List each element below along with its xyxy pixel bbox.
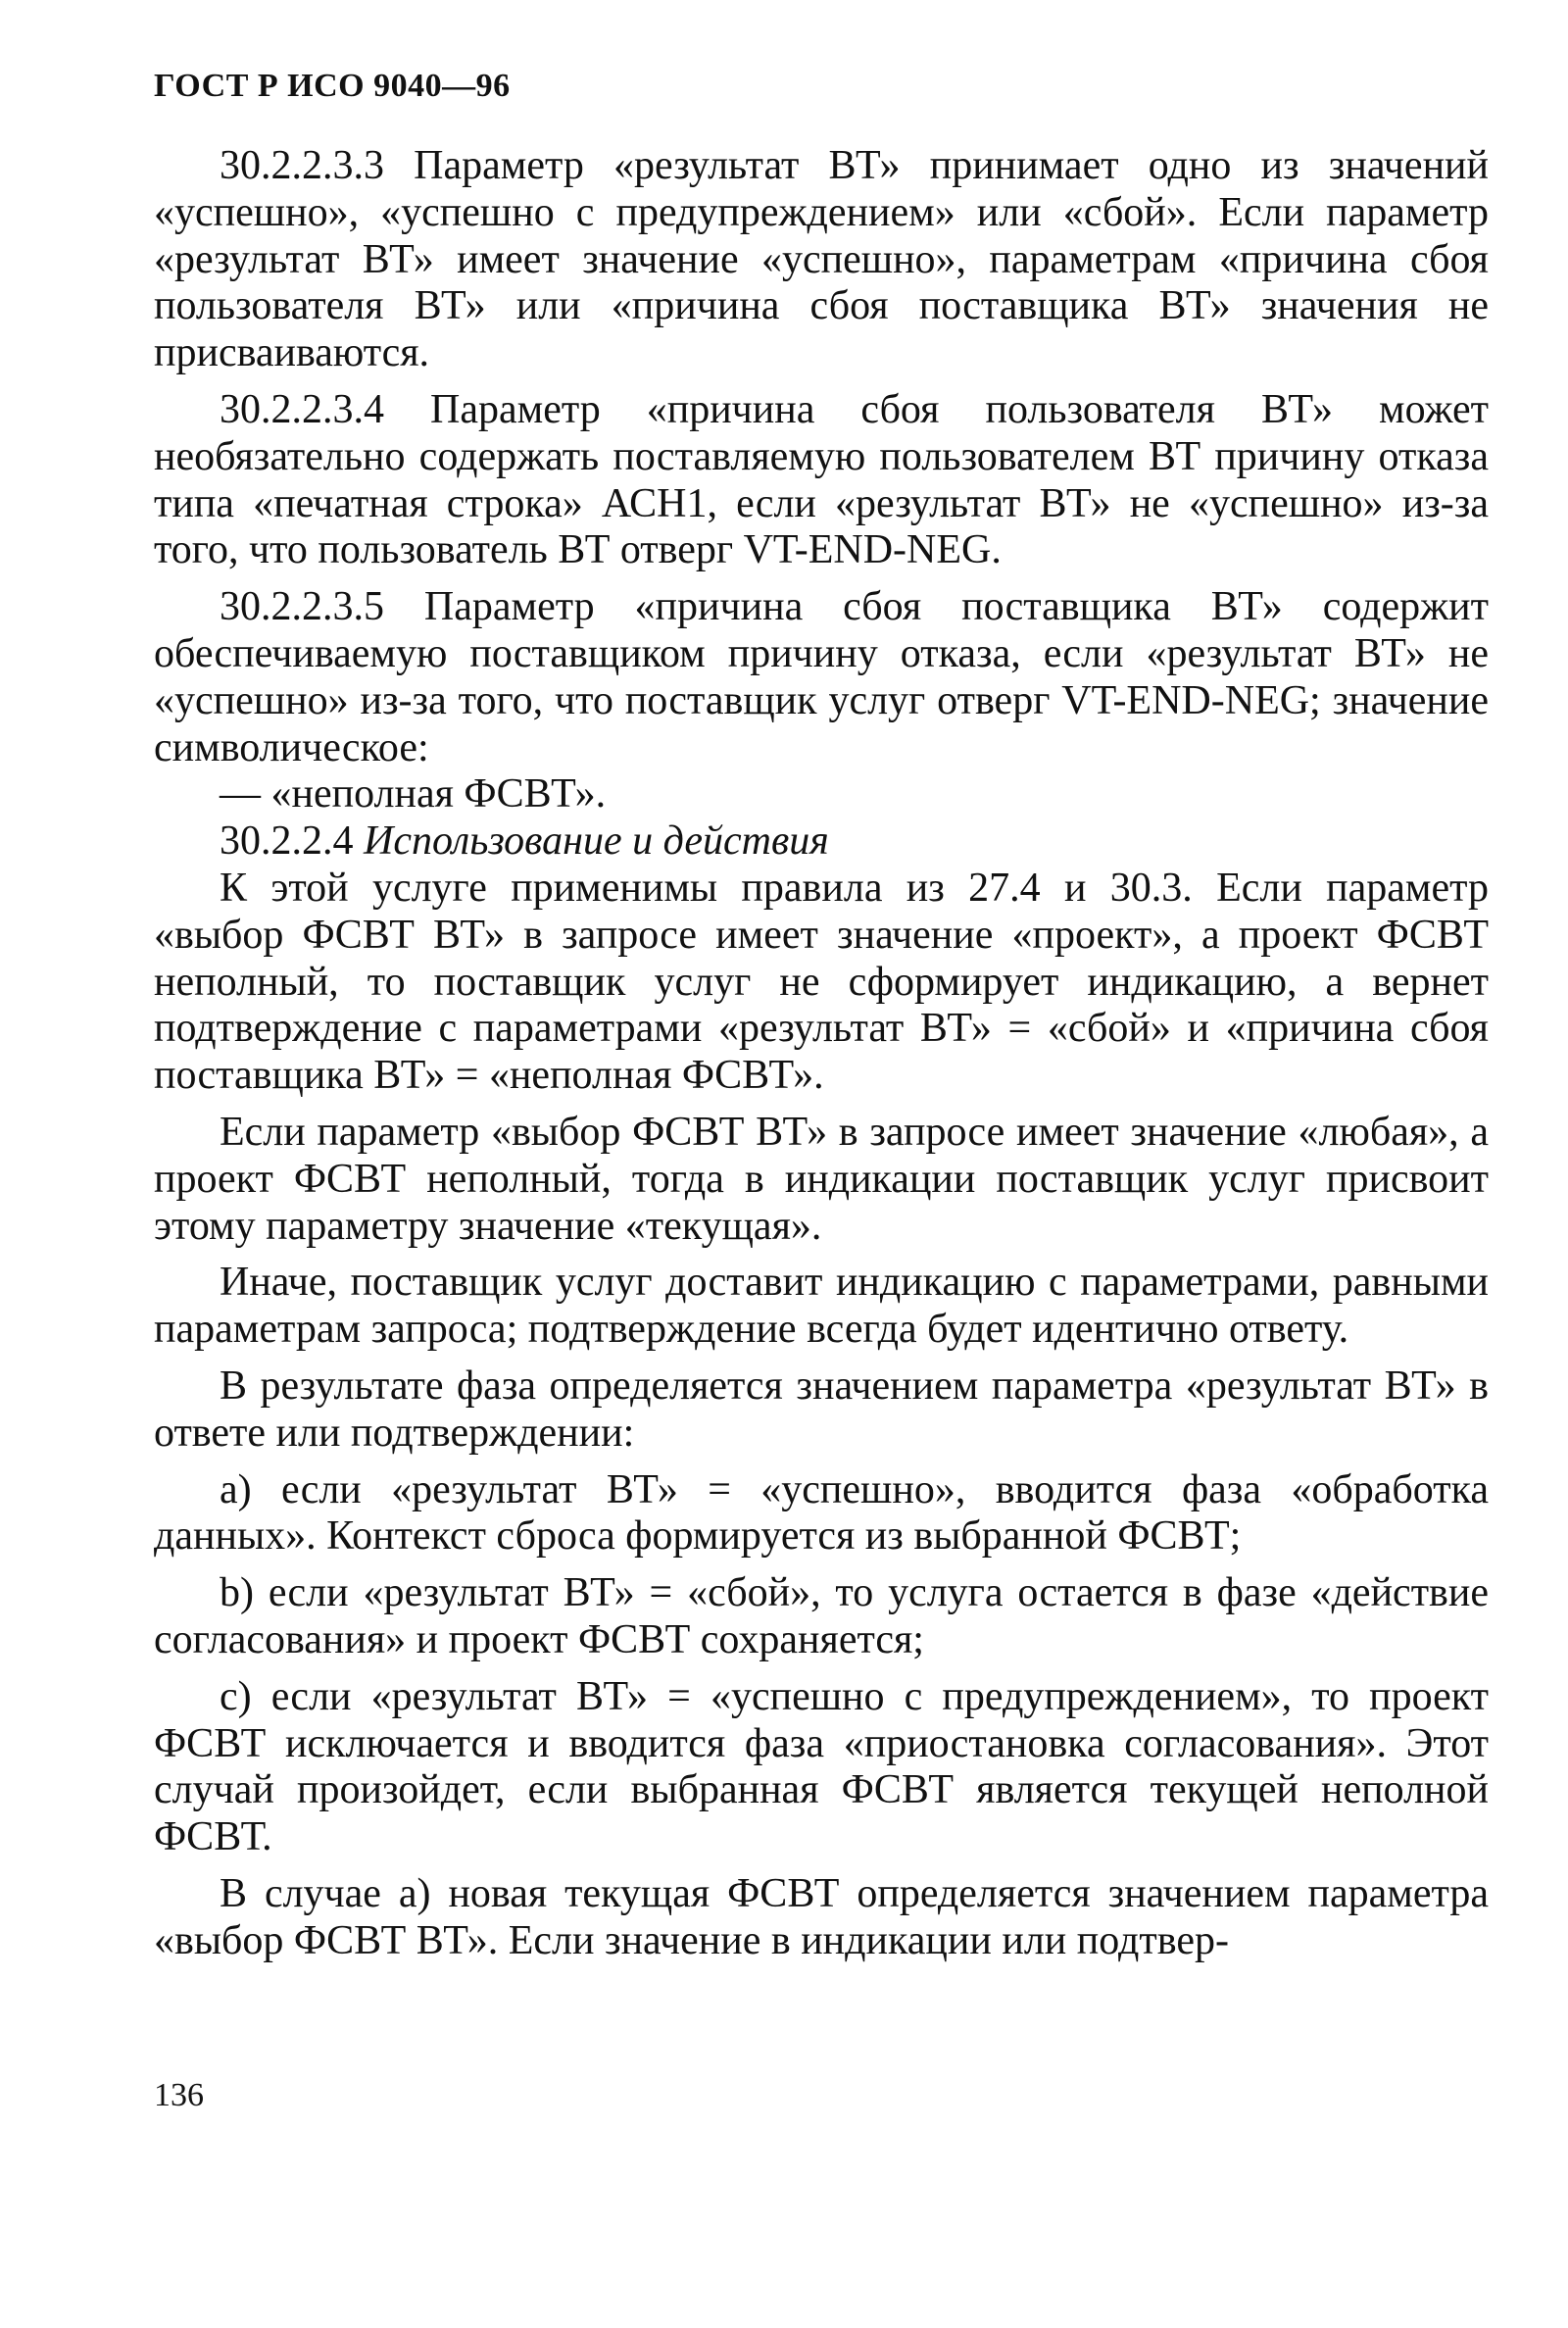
body-text — [154, 143, 1489, 1964]
list-item-a: a) если «результат ВТ» = «успешно», вводится фаза «обработка данных». Контекст сброса формируется из выбранной ФСВТ; — [154, 1466, 1489, 1560]
page-number: 136 — [154, 2077, 204, 2113]
paragraph-30-2-2-3-4: 30.2.2.3.4 Параметр «причина сбоя пользователя ВТ» может необязательно содержать поставляемую пользователем ВТ причину отказа типа «печатная строка» АСН1, если «результат ВТ» не «успешно» из-за того, что пользователь ВТ отверг VT-END-NEG. — [154, 386, 1489, 573]
paragraph-30-2-2-3-5: 30.2.2.3.5 Параметр «причина сбоя поставщика ВТ» содержит обеспечиваемую поставщиком причину отказа, если «результат ВТ» не «успешно» из-за того, что поставщик услуг отверг VT-END-NEG; значение символическое: — [154, 584, 1489, 770]
paragraph-any: Если параметр «выбор ФСВТ ВТ» в запросе имеет значение «любая», а проект ФСВТ неполный, тогда в индикации поставщик услуг присвоит этому параметру значение «текущая». — [154, 1109, 1489, 1249]
section-number: 30.2.2.4 — [220, 818, 354, 865]
paragraph-phase: В результате фаза определяется значением параметра «результат ВТ» в ответе или подтверждении: — [154, 1362, 1489, 1456]
paragraph-otherwise: Иначе, поставщик услуг доставит индикацию с параметрами, равными параметрам запроса; подтверждение всегда будет идентично ответу. — [154, 1260, 1489, 1353]
list-item-c: c) если «результат ВТ» = «успешно с предупреждением», то проект ФСВТ исключается и вводится фаза «приостановка согласования». Этот случай произойдет, если выбранная ФСВТ является текущей неполной ФСВТ. — [154, 1673, 1489, 1860]
list-item-b: b) если «результат ВТ» = «сбой», то услуга остается в фазе «действие согласования» и проект ФСВТ сохраняется; — [154, 1570, 1489, 1662]
paragraph-rules: К этой услуге применимы правила из 27.4 и 30.3. Если параметр «выбор ФСВТ ВТ» в запросе имеет значение «проект», а проект ФСВТ неполный, то поставщик услуг не сформирует индикацию, а вернет подтверждение с параметрами «результат ВТ» = «сбой» и «причина сбоя поставщика ВТ» = «неполная ФСВТ». — [154, 865, 1489, 1099]
page-header: ГОСТ Р ИСО 9040—96 — [154, 68, 511, 104]
section-title: Использование и действия — [364, 818, 829, 865]
paragraph-30-2-2-3-3: 30.2.2.3.3 Параметр «результат ВТ» принимает одно из значений «успешно», «успешно с предупреждением» или «сбой». Если параметр «результат ВТ» имеет значение «успешно», параметрам «причина сбоя пользователя ВТ» или «причина сбоя поставщика ВТ» значения не присваиваются. — [154, 143, 1489, 376]
section-heading — [154, 818, 1489, 866]
paragraph-case-a: В случае а) новая текущая ФСВТ определяется значением параметра «выбор ФСВТ ВТ». Если значение в индикации или подтвер- — [154, 1870, 1489, 1963]
list-item-dash: — «неполная ФСВТ». — [220, 771, 607, 817]
